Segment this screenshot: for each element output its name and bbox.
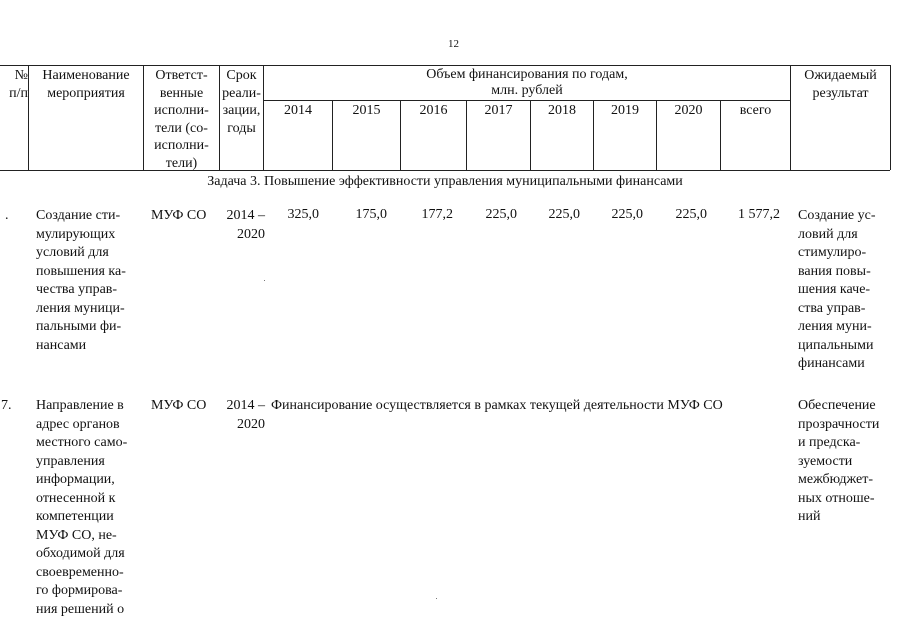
row-1-result: Создание ус- ловий для стимулиро- вания повы- шения каче- ства управ- ления муни- ципальными финансами: [798, 208, 876, 371]
row-1-value-total: 1 577,2: [738, 207, 780, 222]
row-1-value-2017: 225,0: [485, 207, 517, 222]
header-year-2018: 2018: [548, 103, 576, 118]
header-year-2014: 2014: [284, 103, 312, 118]
scan-speck: [264, 280, 265, 281]
row-1-num: .: [5, 208, 9, 223]
row-1-value-2020: 225,0: [675, 207, 707, 222]
header-year-2019: 2019: [611, 103, 639, 118]
row-1-responsible: МУФ СО: [151, 208, 207, 223]
row-1-value-2016: 177,2: [421, 207, 453, 222]
row-2-name: Направление в адрес органов местного само- управления информации, отнесенной к компетенции МУФ СО, не- обходимой для своевременно- го формирова- ния решений о: [36, 398, 128, 617]
header-responsible: Ответст- венные исполни- тели (со- исполни- тели): [154, 68, 209, 171]
header-year-2017: 2017: [484, 103, 513, 118]
row-2-responsible: МУФ СО: [151, 398, 207, 413]
header-name: Наименование мероприятия: [42, 68, 130, 101]
row-1-value-2018: 225,0: [548, 207, 580, 222]
header-num: № п/п: [9, 68, 28, 101]
row-1-name: Создание сти- мулирующих условий для повышения ка- чества управ- ления муници- пальными фи- нансами: [36, 208, 126, 353]
header-result: Ожидаемый результат: [804, 68, 877, 101]
section-title: Задача 3. Повышение эффективности управления муниципальными финансами: [207, 174, 683, 189]
row-2-result: Обеспечение прозрачности и предска- зуемости межбюджет- ных отноше- ний: [798, 398, 880, 524]
header-year-2020: 2020: [674, 103, 703, 118]
page-number: 12: [448, 38, 459, 50]
row-2-term: 2014 – 2020: [226, 398, 265, 432]
scan-speck: [436, 598, 437, 599]
row-1-term: 2014 – 2020: [226, 208, 265, 242]
row-1-value-2019: 225,0: [611, 207, 643, 222]
row-2-financing-note: Финансирование осуществляется в рамках текущей деятельности МУФ СО: [271, 398, 723, 413]
header-financing: Объем финансирования по годам, млн. рублей: [426, 67, 628, 98]
row-1-value-2014: 325,0: [287, 207, 319, 222]
row-1-value-2015: 175,0: [355, 207, 387, 222]
header-year-2015: 2015: [352, 103, 381, 118]
header-total: всего: [739, 103, 772, 118]
header-year-2016: 2016: [419, 103, 448, 118]
row-2-num: 7.: [1, 398, 12, 413]
header-term: Срок реали- зации, годы: [222, 68, 261, 136]
